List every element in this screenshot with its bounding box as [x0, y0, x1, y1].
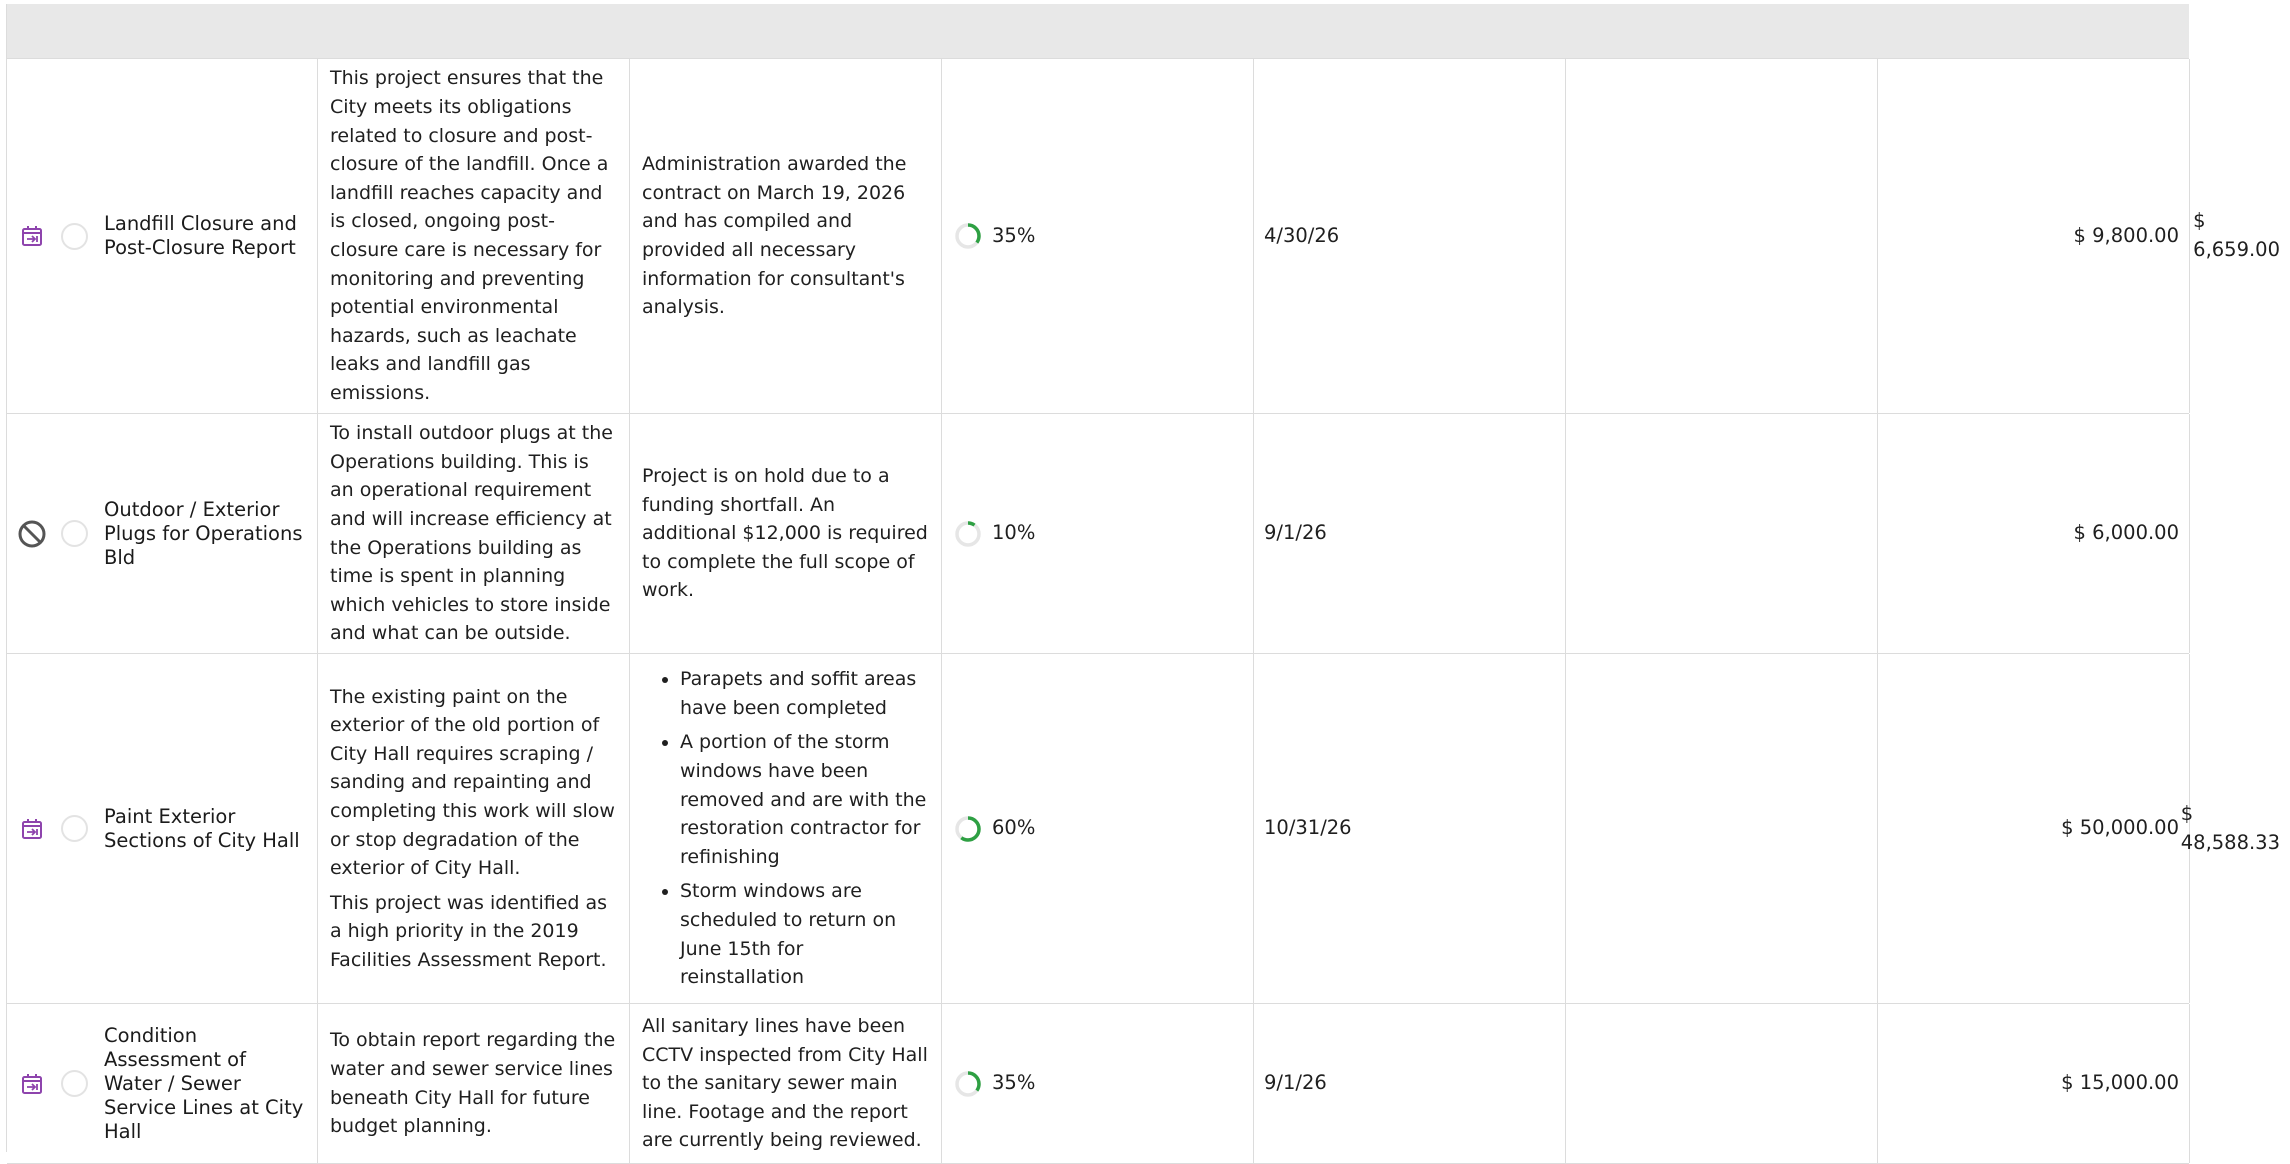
complete-checkbox[interactable]	[61, 223, 88, 250]
project-table	[6, 4, 2280, 1152]
progress-label: 35%	[992, 223, 1036, 247]
update-cell	[630, 1004, 942, 1163]
complete-checkbox[interactable]	[61, 1070, 88, 1097]
blocked-icon[interactable]	[17, 519, 47, 549]
progress-cell	[942, 654, 1254, 1003]
progress-label: 10%	[992, 521, 1036, 545]
table-header	[7, 4, 2189, 59]
update-cell	[630, 59, 942, 413]
budget-amount: $ 6,000.00	[1878, 414, 2190, 653]
due-date: 10/31/26	[1254, 654, 1566, 1003]
description-text: To obtain report regarding the water and sewer service lines beneath City Hall for future budget planning.	[330, 1029, 616, 1138]
name-cell	[7, 654, 318, 1003]
spent-amount	[2190, 1004, 2290, 1163]
description-text: This project ensures that the City meets its obligations related to closure and post-closure of the landfill. Once a landfill reaches capacity and is closed, ongoing post-closure care is necessary for monitoring and preventing potential environmental hazards, such as leachate leaks and landfill gas emissions.	[330, 67, 609, 404]
progress-cell	[942, 59, 1254, 413]
description-text: This project was identified as a high priority in the 2019 Facilities Assessment Report.	[330, 891, 608, 971]
progress-ring	[954, 1070, 982, 1098]
spent-amount: $ 6,659.00	[2193, 209, 2280, 261]
complete-checkbox[interactable]	[61, 815, 88, 842]
table-row[interactable]	[7, 654, 2280, 1004]
progress-ring	[954, 222, 982, 250]
due-date: 9/1/26	[1254, 414, 1566, 653]
description-cell	[318, 654, 630, 1003]
name-cell	[7, 414, 318, 653]
progress-track	[957, 523, 979, 545]
description-text: To install outdoor plugs at the Operations building. This is an operational requirement and will increase efficiency at the Operations building as time is spent in planning which vehicles to store inside and what can be outside.	[330, 422, 613, 645]
budget-amount: $ 50,000.00	[1878, 654, 2190, 1003]
table-row[interactable]	[7, 1004, 2189, 1164]
update-bullet: • Parapets and soffit areas have been completed	[680, 665, 929, 722]
empty-cell	[1566, 414, 1878, 653]
project-title[interactable]: Landfill Closure and Post-Closure Report	[104, 212, 297, 259]
update-bullet: • Storm windows are scheduled to return on June 15th for reinstallation	[680, 877, 929, 991]
budget-amount: $ 9,800.00	[1878, 59, 2190, 413]
calendar-arrow-icon[interactable]	[17, 814, 47, 844]
complete-checkbox[interactable]	[61, 520, 88, 547]
due-date: 9/1/26	[1254, 1004, 1566, 1163]
progress-cell	[942, 414, 1254, 653]
progress-ring	[954, 815, 982, 843]
description-cell	[318, 414, 630, 653]
empty-cell	[1566, 654, 1878, 1003]
update-cell	[630, 414, 942, 653]
progress-label: 35%	[992, 1071, 1036, 1095]
update-bullet: • A portion of the storm windows have been removed and are with the restoration contractor for refinishing	[680, 728, 929, 871]
calendar-arrow-icon[interactable]	[17, 221, 47, 251]
description-cell	[318, 1004, 630, 1163]
empty-cell	[1566, 1004, 1878, 1163]
project-title[interactable]: Paint Exterior Sections of City Hall	[104, 804, 300, 852]
project-title[interactable]: Outdoor / Exterior Plugs for Operations Bld	[104, 497, 303, 569]
update-list	[642, 665, 929, 992]
update-text: Administration awarded the contract on March 19, 2026 and has compiled and provided all necessary information for consultant's analysis.	[642, 153, 907, 319]
spent-amount	[2190, 414, 2290, 653]
name-cell	[7, 1004, 318, 1163]
update-cell	[630, 654, 942, 1003]
empty-cell	[1566, 59, 1878, 413]
due-date: 4/30/26	[1254, 59, 1566, 413]
calendar-arrow-icon[interactable]	[17, 1069, 47, 1099]
update-text: All sanitary lines have been CCTV inspected from City Hall to the sanitary sewer main line. Footage and the report are currently being reviewed.	[642, 1015, 928, 1152]
progress-ring	[954, 520, 982, 548]
progress-cell	[942, 1004, 1254, 1163]
name-cell	[7, 59, 318, 413]
progress-label: 60%	[992, 816, 1036, 840]
table-row[interactable]	[7, 414, 2189, 654]
budget-amount: $ 15,000.00	[1878, 1004, 2190, 1163]
description-text: The existing paint on the exterior of the old portion of City Hall requires scraping / sanding and repainting and completing this work will slow or stop degradation of the exterior of City Hall.	[330, 685, 615, 880]
update-text: Project is on hold due to a funding shortfall. An additional $12,000 is required to complete the full scope of work.	[642, 465, 928, 602]
table-row[interactable]	[7, 59, 2280, 414]
spent-amount: $ 48,588.33	[2180, 801, 2280, 854]
description-cell	[318, 59, 630, 413]
project-title[interactable]: Condition Assessment of Water / Sewer Service Lines at City Hall	[104, 1023, 304, 1143]
